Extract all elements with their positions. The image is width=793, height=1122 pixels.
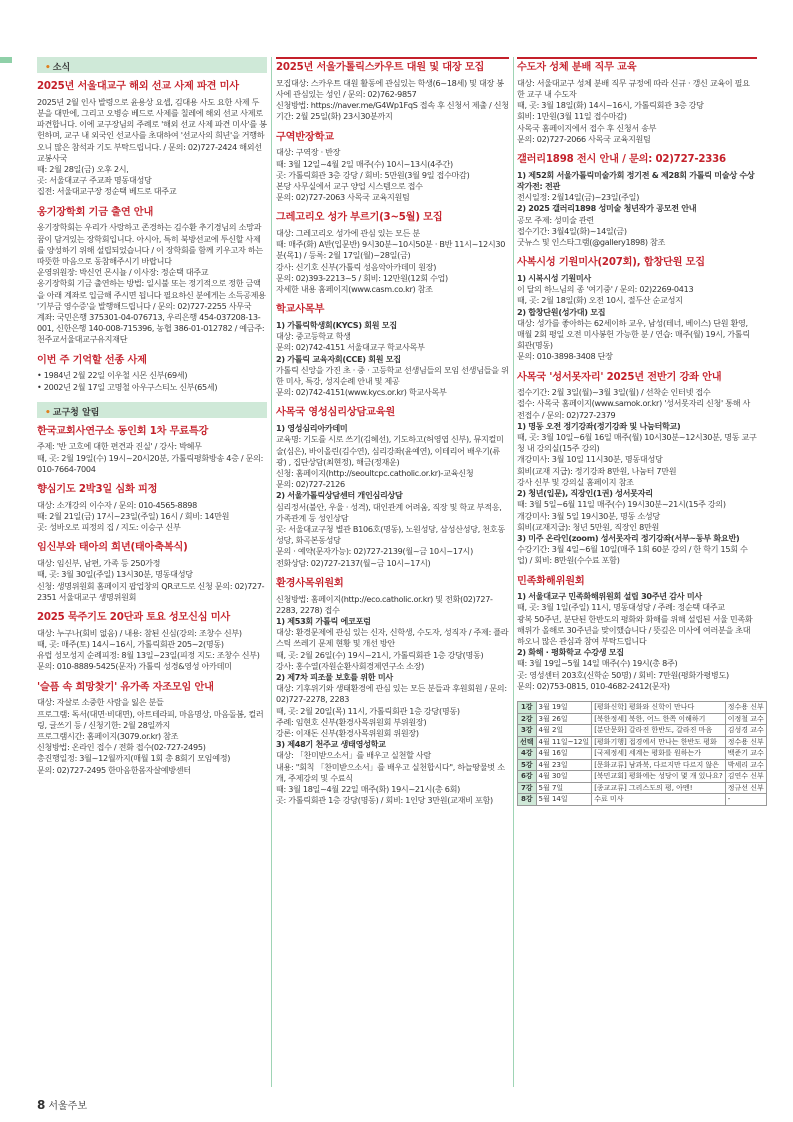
notice-section — [37, 355, 267, 393]
notice-text: 대상: 성가를 좋아하는 62세이하 교우, 남성(테너, 베이스) 단원 환영, 매월 2회 평일 오전 미사봉헌 가능한 분 / 연습: 매주(월) 19시, 가톨릭회관(명동) — [517, 317, 750, 351]
session-number: 3강 — [518, 725, 537, 737]
notice-text: 대상: 환경문제에 관심 있는 신자, 신학생, 수도자, 성직자 / 주제: 플라스틱 쓰레기 문제 현황 및 개선 방안 — [276, 627, 509, 649]
notice-title: 옹기장학회 기금 출연 안내 — [37, 206, 154, 218]
column-divider — [271, 57, 272, 1087]
notice-subheading: 1) 가톨릭학생회(KYCS) 회원 모집 — [276, 320, 397, 331]
notice-text: 유럽 성모성지 순례피정: 8월 13일~23일(피정 지도: 조창수 신부) — [37, 650, 260, 661]
session-number: 2강 — [518, 713, 537, 725]
notice-subheading: 3) 미주 온라인(zoom) 성서못자리 정기강좌(서부~동부 화요반) — [517, 532, 740, 543]
notice-text: 본당 사무실에서 교구 양업 시스템으로 접수 — [276, 180, 423, 191]
notice-text: 대상: 자살로 소중한 사람을 잃은 분들 — [37, 697, 164, 708]
notice-section — [37, 426, 267, 475]
schedule-cell: [북한정세] 북한, 어느 한쪽 이해하기 — [592, 713, 726, 725]
schedule-row — [518, 725, 767, 737]
notice-text: • 1984년 2월 22일 이우철 시몬 신부(69세) — [37, 370, 188, 381]
bullet-icon: • — [45, 407, 51, 418]
notice-title: 2025 묵주기도 20단과 토요 성모신심 미사 — [37, 612, 231, 623]
schedule-table — [517, 701, 767, 806]
notice-text: 때, 곳: 3월 10일~6월 16일 매주(월) 10시30분~12시30분, 명동 교구청 내 강의실(15주 강의) — [517, 432, 757, 454]
notice-subheading: 2) 2025 갤러리1898 성미술 청년작가 공모전 안내 — [517, 203, 697, 214]
column-3 — [517, 57, 764, 1087]
notice-subheading: 2) 가톨릭 교육자회(CCE) 회원 모집 — [276, 353, 401, 364]
schedule-cell: 4월 16일 — [536, 748, 592, 760]
page-footer — [37, 1097, 87, 1112]
schedule-cell: 정규선 신부 — [725, 782, 766, 794]
notice-text: 광복 50주년, 분단된 한반도의 평화와 화해를 위해 설립된 서울 민족화해위가 올해로 30주년을 맞이했습니다 / 뜻깊은 미사에 여러분을 초대하오니 많은 관심과 참여 부탁드립니다 — [517, 613, 753, 647]
notice-text: 때: 3월 18일~4월 22일 매주(화) 19시~21시(총 6회) — [276, 784, 461, 795]
notice-section — [37, 542, 267, 603]
notice-section — [276, 132, 509, 204]
notice-text: 곳: 가톨릭회관 3층 강당 / 회비: 5만원(3월 9일 접수마감) — [276, 169, 470, 180]
notice-text: 강사 신부 및 강의실 홈페이지 참조 — [517, 476, 634, 487]
notice-section — [37, 484, 267, 533]
schedule-row — [518, 736, 767, 748]
notice-title: '슬픔 속 희망찾기' 유가족 자조모임 안내 — [37, 681, 214, 693]
notice-section — [517, 57, 757, 145]
schedule-cell: [북민교회] 평화에는 성당이 몇 개 있나요? — [592, 771, 726, 783]
notice-subheading: 2) 청년(입문), 직장인(1권) 성서못자리 — [517, 488, 653, 499]
section-bar — [37, 57, 267, 73]
column-1 — [37, 57, 267, 1087]
notice-text: 굿뉴스 및 인스타그램(@gallery1898) 참조 — [517, 236, 666, 247]
schedule-cell: 박세리 교수 — [725, 759, 766, 771]
notice-text: 옹기장학회는 우리가 사랑하고 존경하는 김수환 추기경님의 소망과 꿈이 담겨있는 장학회입니다. 아시아, 특히 북방선교에 투신할 사제를 양성하기 위해 설립되었습니다 / 이 장학회를 함께 키우고자 하는 따뜻한 마음으로 동참해주시기 바랍니다 — [37, 222, 263, 266]
schedule-cell: - — [725, 794, 766, 806]
notice-text: 총진행일정: 3월~12월까지(매월 1회 총 8회기 모임예정) — [37, 753, 231, 764]
notice-text: • 2002년 2월 17일 고명철 아우구스티노 신부(65세) — [37, 381, 218, 392]
notice-text: 때, 곳: 3월 30일(주일) 13시30분, 명동대성당 — [37, 569, 193, 580]
notice-text: 곳: 성바오로 피정의 집 / 지도: 이승구 신부 — [37, 522, 181, 533]
notice-text: 때: 3월 5일~6월 11일 매주(수) 19시30분~21시(15주 강의) — [517, 499, 726, 510]
notice-title: 사목국 영성심리상담교육원 — [276, 407, 396, 419]
notice-text: 곳: 가톨릭회관 1층 강당(명동) / 회비: 1인당 3만원(교재비 포함) — [276, 795, 493, 806]
notice-text: 내용: "회칙 「찬미받으소서」를 배우고 실천합시다", 하늘땅물벗 소개, 주제강의 및 수료식 — [276, 761, 505, 783]
notice-subheading: 1) 명동 오전 정기강좌(정기강좌 및 나눔터학교) — [517, 420, 681, 431]
notice-title: 민족화해위원회 — [517, 575, 585, 587]
notice-text: 프로그램: 독서(대면·비대면), 아트테라피, 마음명상, 마음돌봄, 컬러링, 글쓰기 등 / 신청기한: 2월 28일까지 — [37, 708, 264, 730]
notice-section — [517, 154, 757, 248]
notice-text: 공모 주제: 성미술 관련 — [517, 214, 594, 225]
page-edge-tab — [0, 57, 12, 63]
schedule-cell: 5월 14일 — [536, 794, 592, 806]
notice-text: 신청방법: 홈페이지(http://eco.catholic.or.kr) 및 전화(02)727-2283, 2278) 접수 — [276, 593, 493, 615]
notice-text: 회비(교재 지급): 정기강좌 8만원, 나눔터 7만원 — [517, 465, 677, 476]
notice-text: 때, 곳: 2월 26일(수) 19시~21시, 가톨릭회관 1층 강당(명동) — [276, 649, 484, 660]
schedule-cell: [종교교류] 그리스도의 평, 아멘! — [592, 782, 726, 794]
column-2 — [276, 57, 509, 1087]
notice-text: 대상: 구역장 · 반장 — [276, 147, 341, 158]
notice-text: 강론: 이재돈 신부(환경사목위원회 위원장) — [276, 728, 419, 739]
notice-title: 향심기도 2박3일 심화 피정 — [37, 484, 158, 496]
notice-text: 접수기간: 2월 3일(월)~3월 3일(월) / 선착순 인터넷 접수 — [517, 387, 711, 398]
notice-subheading: 1) 시복시성 기원미사 — [517, 272, 591, 283]
notice-section — [37, 682, 267, 776]
notice-text: 곳: 서울대교구청 별관 B106호(명동), 노원성당, 삼성산성당, 천호동성당, 화곡본동성당 — [276, 524, 505, 546]
notice-text: 문의: 010-3898-3408 단장 — [517, 351, 613, 362]
schedule-cell: 3월 26일 — [536, 713, 592, 725]
notice-text: 문의: 02)393-2213~5 / 회비: 12만원(12회 수업) — [276, 272, 448, 283]
notice-title: 한국교회사연구소 동인회 1차 무료특강 — [37, 425, 209, 437]
notice-text: 대상: 중고등학교 학생 — [276, 331, 351, 342]
notice-text: 대상: 서울대교구 성체 분배 직무 규정에 따라 신규 · 갱신 교육이 필요한 교구 내 수도자 — [517, 77, 750, 99]
notice-text: 집전: 서울대교구장 정순택 베드로 대주교 — [37, 186, 177, 197]
notice-title: 사목국 '성서못자리' 2025년 전반기 강좌 안내 — [517, 371, 722, 383]
notice-text: 문의: 02)727-2066 사목국 교육지원팀 — [517, 133, 651, 144]
notice-text: 신청: 생명위원회 홈페이지 팝업창의 QR코드로 신청 문의: 02)727-2351 서울대교구 생명위원회 — [37, 580, 265, 602]
schedule-cell: 3월 19일 — [536, 702, 592, 714]
schedule-cell: [분단문화] 갈라진 한반도, 갈라진 마음 — [592, 725, 726, 737]
notice-text: 때, 곳: 2월 19일(수) 19시~20시20분, 가톨릭평화방송 4층 / 문의: 010-7664-7004 — [37, 452, 264, 474]
notice-text: 때: 매주(화) A반(입문반) 9시30분~10시50분 · B반 11시~12시30분(목1) / 등록: 2월 17일(월)~28일(금) — [276, 239, 506, 261]
notice-title: 임신부와 태아의 희년(태아축복식) — [37, 542, 188, 554]
notice-text: 수강기간: 3월 4일~6월 10일(매주 1회 60분 강의 / 한 학기 15회 수업) / 회비: 8만원(수수료 포함) — [517, 544, 748, 566]
notice-text: 신청방법: 온라인 접수 / 전화 접수(02-727-2495) — [37, 742, 206, 753]
notice-section — [276, 304, 509, 398]
notice-text: 개강미사: 3월 5일 19시30분, 명동 소성당 — [517, 510, 660, 521]
notice-text: 주제: '반 고흐에 대한 편견과 진실' / 강사: 박혜무 — [37, 441, 202, 452]
notice-text: 강사: 신기호 신부(가톨릭 성음악아카데미 원장) — [276, 261, 437, 272]
notice-title: 사복시성 기원미사(207회), 합창단원 모집 — [517, 257, 705, 269]
section-bar-label: 교구청 알림 — [52, 407, 100, 418]
column-divider — [513, 57, 514, 1087]
notice-title: 이번 주 기억할 선종 사제 — [37, 354, 147, 366]
schedule-cell: 4월 23일 — [536, 759, 592, 771]
notice-text: 접수기간: 3월4일(화)~14일(금) — [517, 225, 627, 236]
notice-text: 가톨릭 신앙을 가진 초 · 중 · 고등학교 선생님들의 모임 선생님들을 위한 미사, 특강, 성지순례 안내 및 제공 — [276, 364, 509, 387]
schedule-row — [518, 794, 767, 806]
notice-text: 개강미사: 3월 10일 11시30분, 명동대성당 — [517, 454, 663, 465]
notice-section — [517, 372, 757, 567]
notice-text: 운영위원장: 박신언 몬시뇰 / 이사장: 정순택 대주교 — [37, 267, 209, 278]
schedule-cell: 김연수 신부 — [725, 771, 766, 783]
schedule-cell: 정수용 신부 — [725, 736, 766, 748]
notice-text: 때, 곳: 2월 20일(목) 11시, 가톨릭회관 1층 강당(명동) — [276, 705, 460, 716]
notice-text: 신청방법: https://naver.me/G4Wp1FqS 접속 후 신청서 제출 / 신청기간: 2월 25일(화) 23시30분까지 — [276, 100, 509, 122]
notice-title: 환경사목위원회 — [276, 577, 344, 589]
notice-text: 대상: 기후위기와 생태환경에 관심 있는 모든 분들과 후원회원 / 문의: 02)727-2278, 2283 — [276, 683, 507, 705]
schedule-row — [518, 759, 767, 771]
schedule-row — [518, 702, 767, 714]
notice-text: 대상: 누구나(회비 없음) / 내용: 참된 신심(강의: 조창수 신부) — [37, 627, 242, 638]
notice-subheading: 1) 서울대교구 민족화해위원회 설립 30주년 감사 미사 — [517, 591, 702, 602]
notice-text: 때: 3월 12일~4월 2일 매주(수) 10시~13시(4주간) — [276, 158, 453, 169]
schedule-cell: [국제정세] 세계는 평화를 원하는가 — [592, 748, 726, 760]
notice-text: 전화상담: 02)727-2137(월~금 10시~17시) — [276, 557, 431, 568]
schedule-cell: 4월 2일 — [536, 725, 592, 737]
notice-text: 문의: 02)753-0815, 010-4682-2412(문자) — [517, 680, 670, 691]
notice-subheading: 2) 서울가톨릭상담센터 개인심리상담 — [276, 490, 403, 501]
notice-text: 문의: 010-8889-5425(문자) 가톨릭 성경&영성 아카데미 — [37, 661, 232, 672]
notice-text: 때, 곳: 2월 18일(화) 오전 10시, 절두산 순교성지 — [517, 295, 683, 306]
schedule-cell: [평화기행] 접경에서 만나는 한반도 평화 — [592, 736, 726, 748]
schedule-cell: 백준기 교수 — [725, 748, 766, 760]
notice-title: 수도자 성체 분배 직무 교육 — [517, 57, 757, 75]
schedule-row — [518, 713, 767, 725]
notice-text: 모집대상: 스카우트 대원 활동에 관심있는 학생(6~18세) 및 대장 봉사에 관심있는 성인 / 문의: 02)762-9857 — [276, 77, 504, 99]
schedule-cell: 5월 7일 — [536, 782, 592, 794]
session-number: 선택 — [518, 736, 537, 748]
notice-title: 학교사목부 — [276, 304, 325, 316]
notice-text: 전시일정: 2월14일(금)~23일(주일) — [517, 192, 640, 203]
schedule-cell: [문화교류] 남과북, 다르지만 다르지 않은 — [592, 759, 726, 771]
notice-text: 신청: 홈페이지(http://seoultcpc.catholic.or.kr)-교육신청 — [276, 468, 474, 479]
notice-text: 문의: 02)727-2126 — [276, 479, 345, 490]
session-number: 4강 — [518, 748, 537, 760]
notice-subheading: 2) 화해 · 평화학교 수강생 모집 — [517, 647, 624, 658]
notice-section — [37, 612, 267, 673]
notice-text: 대상: 소개강의 이수자 / 문의: 010-4565-8898 — [37, 499, 197, 510]
notice-text: 회비(교재지급): 청년 5만원, 직장인 8만원 — [517, 521, 659, 532]
section-bar-label: 소식 — [52, 63, 71, 73]
notice-text: 곳: 서울대교구 주교좌 명동대성당 — [37, 175, 152, 186]
notice-subheading: 1) 제53회 가톨릭 에코포럼 — [276, 616, 371, 627]
notice-text: 문의: 02)742-4151 서울대교구 학교사목부 — [276, 342, 425, 353]
schedule-cell: 수료 미사 — [592, 794, 726, 806]
page-number: 8 — [37, 1098, 46, 1112]
notice-text: 이 달의 하느님의 종 '여기중' / 문의: 02)2269-0413 — [517, 284, 694, 295]
notice-text: 2025년 2월 인사 발령으로 윤용상 요셉, 김대용 사도 요한 사제 두 분을 대만에, 그리고 오병승 베드로 사제를 칠레에 해외 선교 사제로 파견합니다. 이에 교구장님의 주례로 '해외 선교 사제 파견 미사'를 봉헌하며, 교구 내 외국인 선교사를 초대하여 '선교사의 희년'을 거행하오니 많은 참석과 기도 부탁드립니다. / 문의: 02)727-2424 해외선교봉사국 — [37, 96, 267, 163]
notice-text: 때, 곳: 3월 18일(화) 14시~16시, 가톨릭회관 3층 강당 — [517, 100, 704, 111]
schedule-row — [518, 782, 767, 794]
schedule-row — [518, 748, 767, 760]
notice-text: 때, 곳: 3월 1일(주일) 11시, 명동대성당 / 주례: 정순택 대주교 — [517, 602, 725, 613]
notice-section — [37, 81, 267, 198]
notice-title: 구역반장학교 — [276, 131, 334, 143]
notice-title: 그레고리오 성가 부르기(3~5월) 모집 — [276, 212, 443, 224]
notice-text: 프로그램시간: 홈페이지(3079.or.kr) 참조 — [37, 730, 179, 741]
notice-section — [276, 407, 509, 568]
notice-subheading: 3) 제48기 천주교 생태영성학교 — [276, 739, 386, 750]
session-number: 6강 — [518, 771, 537, 783]
session-number: 8강 — [518, 794, 537, 806]
schedule-row — [518, 771, 767, 783]
notice-text: 주례: 임현호 신부(환경사목위원회 부위원장) — [276, 716, 427, 727]
notice-section — [517, 576, 757, 693]
notice-text: 문의: 02)727-2063 사목국 교육지원팀 — [276, 192, 410, 203]
session-number: 1강 — [518, 702, 537, 714]
notice-text: 대상: 임신부, 남편, 가족 등 250가정 — [37, 558, 161, 569]
notice-subheading: 2) 합창단원(성가대) 모집 — [517, 306, 606, 317]
notice-text: 회비: 1만원(3월 11일 접수마감) — [517, 111, 627, 122]
notice-text: 문의: 02)727-2495 한마음한몸자살예방센터 — [37, 764, 191, 775]
notice-subheading: 1) 영성심리아카데미 — [276, 423, 348, 434]
notice-text: 곳: 영성센터 203호(신학순 50명) / 회비: 7만원(평화가평병도) — [517, 669, 729, 680]
publication-name: 서울주보 — [48, 1101, 87, 1112]
notice-section — [276, 212, 509, 295]
notice-title: 2025년 서울가톨릭스카우트 대원 및 대장 모집 — [276, 57, 509, 75]
schedule-cell: 이정철 교수 — [725, 713, 766, 725]
notice-subheading: 1) 제52회 서울가톨릭미술가회 정기전 & 제28회 가톨릭 미술상 수상작가전: 전관 — [517, 169, 755, 191]
notice-text: 옹기장학회 기금 출연하는 방법: 일시불 또는 정기적으로 정한 금액을 아래 계좌로 입금해 주시면 됩니다 필요하신 분에게는 소득공제용 '기부금 영수증'을 발행해드립니다 / 문의: 02)727-2255 사무국 — [37, 278, 266, 311]
notice-title: 2025년 서울대교구 해외 선교 사제 파견 미사 — [37, 81, 239, 92]
bullet-icon: • — [45, 63, 51, 73]
session-number: 5강 — [518, 759, 537, 771]
session-number: 7강 — [518, 782, 537, 794]
notice-title: 갤러리1898 전시 안내 / 문의: 02)727-2336 — [517, 153, 726, 165]
schedule-cell: 4월 30일 — [536, 771, 592, 783]
notice-section — [276, 57, 509, 123]
notice-text: 때: 3월 19일~5월 14일 매주(수) 19시(총 8주) — [517, 658, 678, 669]
notice-text: 때: 2월 28일(금) 오후 2시, — [37, 163, 129, 174]
notice-text: 때, 곳: 매주(토) 14시~16시, 가톨릭회관 205~2(명동) — [37, 638, 224, 649]
schedule-cell: 김성경 교수 — [725, 725, 766, 737]
section-bar — [37, 402, 267, 418]
schedule-cell: 정수용 신부 — [725, 702, 766, 714]
schedule-cell: [평화신학] 평화와 신학이 만나다 — [592, 702, 726, 714]
notice-text: 대상: 그레고리오 성가에 관심 있는 모든 분 — [276, 228, 420, 239]
notice-text: 계좌: 국민은행 375301-04-076713, 우리은행 454-037208-13-001, 신한은행 140-008-715396, 농협 386-01-012782 / 예금주: 천주교서울대교구유지재단 — [37, 311, 265, 345]
notice-subheading: 2) 제7차 피조물 보호를 위한 미사 — [276, 672, 393, 683]
notice-text: 때: 2월 21일(금) 17시~23일(주일) 16시 / 회비: 14만원 — [37, 511, 230, 522]
notice-text: 문의 · 예약(문자가능): 02)727-2139(월~금 10시~17시) — [276, 546, 473, 557]
notice-text: 심리정서(불안, 우울 · 성격), 대인관계 어려움, 직장 및 학교 부적응, 가족관계 등 성인상담 — [276, 501, 502, 523]
notice-text: 대상: 「찬미받으소서」를 배우고 실천할 사람 — [276, 750, 431, 761]
notice-text: 강사: 홍수열(자원순환사회경제연구소 소장) — [276, 660, 425, 671]
schedule-cell: 4월 11일~12일 — [536, 736, 592, 748]
notice-section — [517, 257, 757, 362]
notice-text: 접수: 사목국 홈페이지(www.samok.or.kr) '성서못자리 신청' 통해 사전접수 / 문의: 02)727-2379 — [517, 398, 751, 420]
notice-text: 문의: 02)742-4151(www.kycs.or.kr) 학교사목부 — [276, 387, 447, 398]
notice-section — [276, 578, 509, 807]
notice-text: 자세한 내용 홈페이지(www.casm.co.kr) 참조 — [276, 284, 433, 295]
notice-text: 교육명: 기도를 시로 쓰기(김혜선), 기도하고(허영엽 신부), 뮤지컬미술(심은), 바이올린(김수연), 심리강좌(윤예연), 이테리어 배우기(류광) , 집단상담(최현정), 해금(정재운) — [276, 434, 504, 467]
notice-text: 사목국 홈페이지에서 접수 후 신청서 송부 — [517, 122, 657, 133]
notice-section — [37, 207, 267, 346]
